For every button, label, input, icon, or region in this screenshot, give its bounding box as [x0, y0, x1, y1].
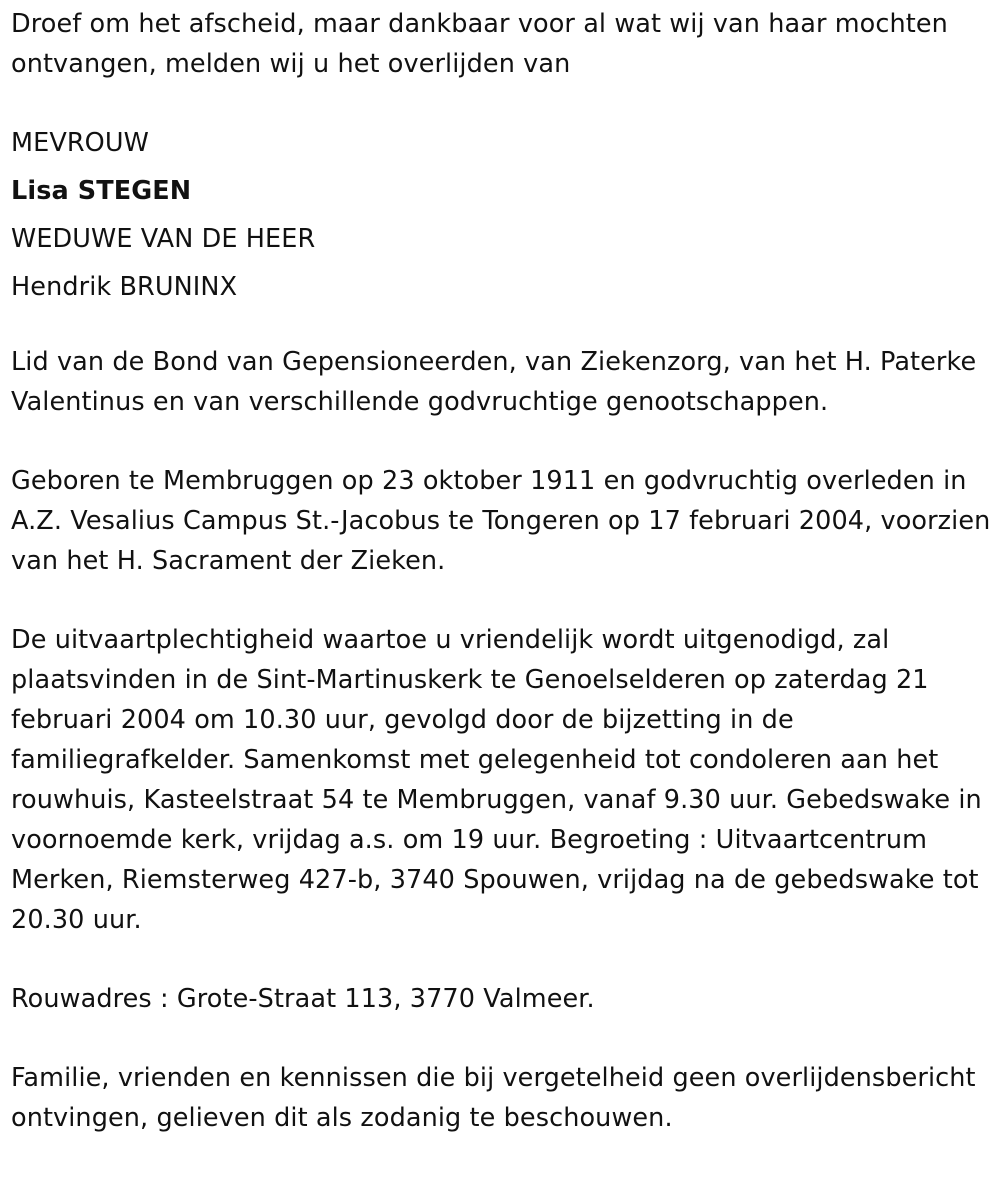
deceased-title: MEVROUW [11, 128, 149, 158]
closing-text: Familie, vrienden en kennissen die bij vergetelheid geen overlijdensbericht ontvingen, gelieven dit als zodanig te beschouwen. [11, 1063, 976, 1133]
obituary-notice [11, 4, 993, 1177]
address-paragraph [11, 979, 993, 1019]
funeral-text: De uitvaartplechtigheid waartoe u vriendelijk wordt uitgenodigd, zal plaatsvinden in de Sint-Martinuskerk te Genoelselderen op zaterdag 21 februari 2004 om 10.30 uur, gevolgd door de bijzetting in de familiegrafkelder. Samenkomst met gelegenheid tot condoleren aan het rouwhuis, Kasteelstraat 54 te Membruggen, vanaf 9.30 uur. Gebedswake in voornoemde kerk, vrijdag a.s. om 19 uur. Begroeting : Uitvaartcentrum Merken, Riemsterweg 427-b, 3740 Spouwen, vrijdag na de gebedswake tot 20.30 uur. [11, 625, 982, 935]
deceased-block [11, 119, 993, 311]
birth-death-paragraph [11, 461, 993, 581]
birth-death-text: Geboren te Membruggen op 23 oktober 1911 en godvruchtig overleden in A.Z. Vesalius Campus St.-Jacobus te Tongeren op 17 februari 2004, voorzien van het H. Sacrament der Zieken. [11, 466, 991, 576]
deceased-relation: WEDUWE VAN DE HEER [11, 224, 316, 254]
closing-paragraph [11, 1058, 993, 1138]
deceased-spouse: Hendrik BRUNINX [11, 272, 238, 302]
memberships-paragraph [11, 342, 993, 422]
address-text: Rouwadres : Grote-Straat 113, 3770 Valmeer. [11, 984, 595, 1014]
intro-paragraph [11, 4, 993, 84]
deceased-name: Lisa STEGEN [11, 176, 192, 206]
memberships-text: Lid van de Bond van Gepensioneerden, van Ziekenzorg, van het H. Paterke Valentinus en van verschillende godvruchtige genootschappen. [11, 347, 977, 417]
funeral-paragraph [11, 620, 993, 940]
intro-text: Droef om het afscheid, maar dankbaar voor al wat wij van haar mochten ontvangen, melden wij u het overlijden van [11, 9, 948, 79]
